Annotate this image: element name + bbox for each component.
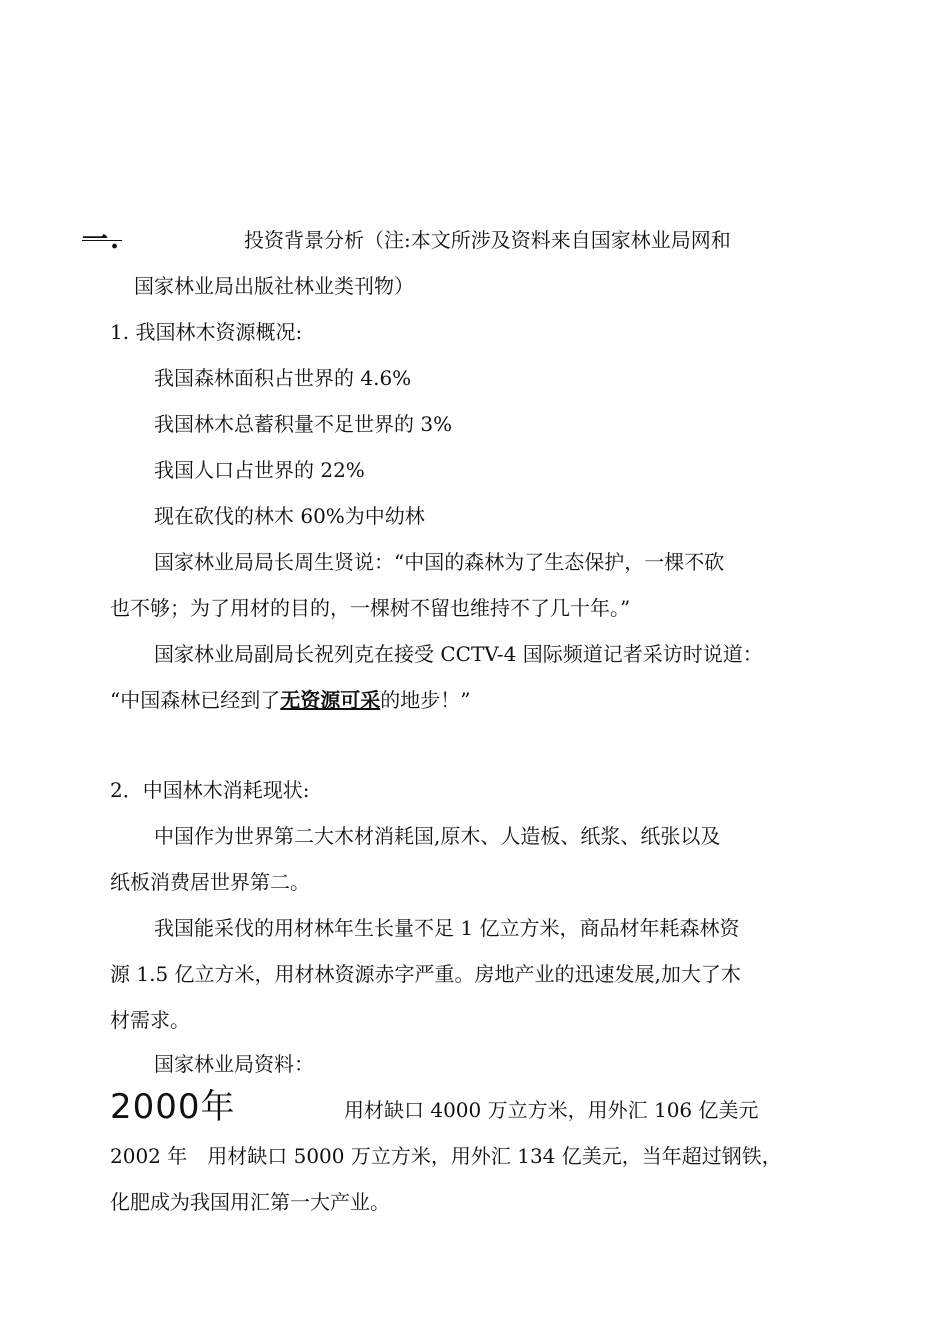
quote2-emphasis: 无资源可采: [280, 688, 381, 712]
part1-item-4: 现在砍伐的林木 60%为中幼林: [154, 504, 425, 528]
year-2000-label: 2000年: [110, 1087, 236, 1127]
part1-item-1: 我国森林面积占世界的 4.6%: [154, 366, 412, 390]
part1-heading: 1. 我国林木资源概况:: [110, 320, 303, 344]
part2-para1-line1: 中国作为世界第二大木材消耗国,原木、人造板、纸浆、纸张以及: [154, 824, 721, 848]
part1-item-2: 我国林木总蓄积量不足世界的 3%: [154, 412, 453, 436]
quote2-line2: [110, 688, 470, 712]
part1-item-3: 我国人口占世界的 22%: [154, 458, 365, 482]
section-title-line2: 国家林业局出版社林业类刊物）: [134, 274, 414, 298]
part2-para1-line2: 纸板消费居世界第二。: [110, 870, 310, 894]
section-marker: 一.: [82, 225, 122, 255]
part2-para2-line3: 材需求。: [110, 1008, 190, 1032]
part2-heading: 2．中国林木消耗现状:: [110, 778, 310, 802]
quote1-line2: 也不够；为了用材的目的，一棵树不留也维持不了几十年。”: [110, 596, 631, 620]
year-2000-text: 用材缺口 4000 万立方米，用外汇 106 亿美元: [344, 1098, 759, 1122]
year-2002-line2: 化肥成为我国用汇第一大产业。: [110, 1190, 390, 1214]
year-2002-line1: 2002 年 用材缺口 5000 万立方米，用外汇 134 亿美元，当年超过钢铁，: [110, 1144, 782, 1168]
quote2-after: 的地步！”: [380, 688, 471, 712]
quote2-line1: 国家林业局副局长祝列克在接受 CCTV-4 国际频道记者采访时说道：: [154, 642, 763, 666]
quote2-before: “中国森林已经到了: [110, 688, 281, 712]
section-title-line1: 投资背景分析（注:本文所涉及资料来自国家林业局网和: [244, 228, 731, 252]
quote1-line1: 国家林业局局长周生贤说：“中国的森林为了生态保护，一棵不砍: [154, 550, 725, 574]
source-label: 国家林业局资料：: [154, 1052, 314, 1076]
part2-para2-line2: 源 1.5 亿立方米，用材林资源赤字严重。房地产业的迅速发展,加大了木: [110, 962, 741, 986]
part2-para2-line1: 我国能采伐的用材林年生长量不足 1 亿立方米，商品材年耗森林资: [154, 916, 740, 940]
